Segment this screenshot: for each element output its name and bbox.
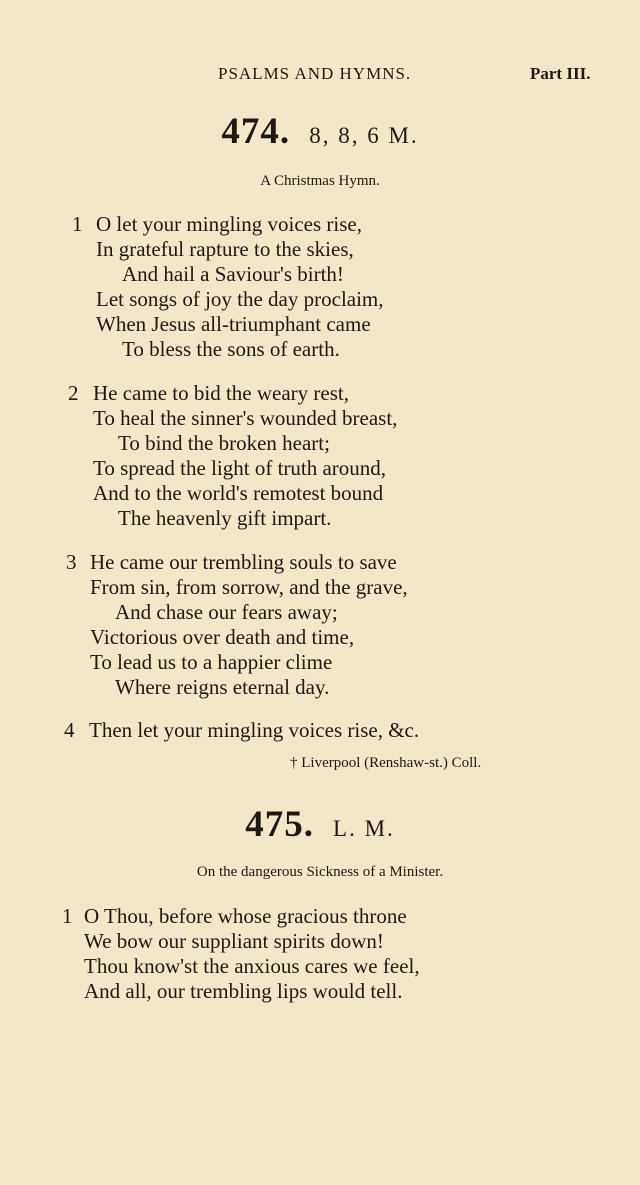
hymn-474-heading <box>0 110 640 153</box>
running-title: PSALMS AND HYMNS. <box>218 64 412 83</box>
verse-line: We bow our suppliant spirits down! <box>84 929 384 953</box>
hymn-subtitle: A Christmas Hymn. <box>260 173 380 189</box>
verse-line: The heavenly gift impart. <box>118 506 332 530</box>
verse-line: To heal the sinner's wounded breast, <box>93 406 398 430</box>
verse-number: 2 <box>68 381 79 405</box>
attribution: † Liverpool (Renshaw-st.) Coll. <box>290 755 482 771</box>
part-label: Part III. <box>530 64 591 83</box>
verse-line: O Thou, before whose gracious throne <box>84 904 407 928</box>
hymn-subtitle: On the dangerous Sickness of a Minister. <box>196 864 444 880</box>
hymn-number: 475. <box>245 804 314 845</box>
hymn-meter: 8, 8, 6 M. <box>309 123 419 148</box>
verse-line: He came our trembling souls to save <box>90 550 397 574</box>
verse-line: And chase our fears away; <box>115 600 338 624</box>
hymn-meter: L. M. <box>333 816 395 841</box>
verse-line: Then let your mingling voices rise, &c. <box>89 718 420 742</box>
verse-number: 3 <box>66 550 77 574</box>
hymn-number: 474. <box>221 111 291 152</box>
verse-number: 1 <box>72 212 83 236</box>
verse-line: To lead us to a happier clime <box>90 650 333 674</box>
verse-line: To spread the light of truth around, <box>93 456 387 480</box>
verse-line: And hail a Saviour's birth! <box>122 262 344 286</box>
verse-line: Thou know'st the anxious cares we feel, <box>84 954 420 978</box>
verse-line: Where reigns eternal day. <box>115 675 330 699</box>
verse-line: To bind the broken heart; <box>118 431 330 455</box>
verse-number: 1 <box>62 904 73 928</box>
hymn-475-heading <box>0 803 640 846</box>
verse-line: O let your mingling voices rise, <box>96 212 362 236</box>
running-head <box>0 64 640 86</box>
verse-line: When Jesus all-triumphant came <box>96 312 371 336</box>
verse-line: In grateful rapture to the skies, <box>96 237 354 261</box>
verse-line: And all, our trembling lips would tell. <box>84 979 403 1003</box>
verse-line: Let songs of joy the day proclaim, <box>96 287 384 311</box>
verse-line: From sin, from sorrow, and the grave, <box>90 575 408 599</box>
verse-line: To bless the sons of earth. <box>122 337 340 361</box>
verse-line: Victorious over death and time, <box>90 625 355 649</box>
verse-line: He came to bid the weary rest, <box>93 381 349 405</box>
verse-number: 4 <box>64 718 75 742</box>
verse-line: And to the world's remotest bound <box>93 481 384 505</box>
